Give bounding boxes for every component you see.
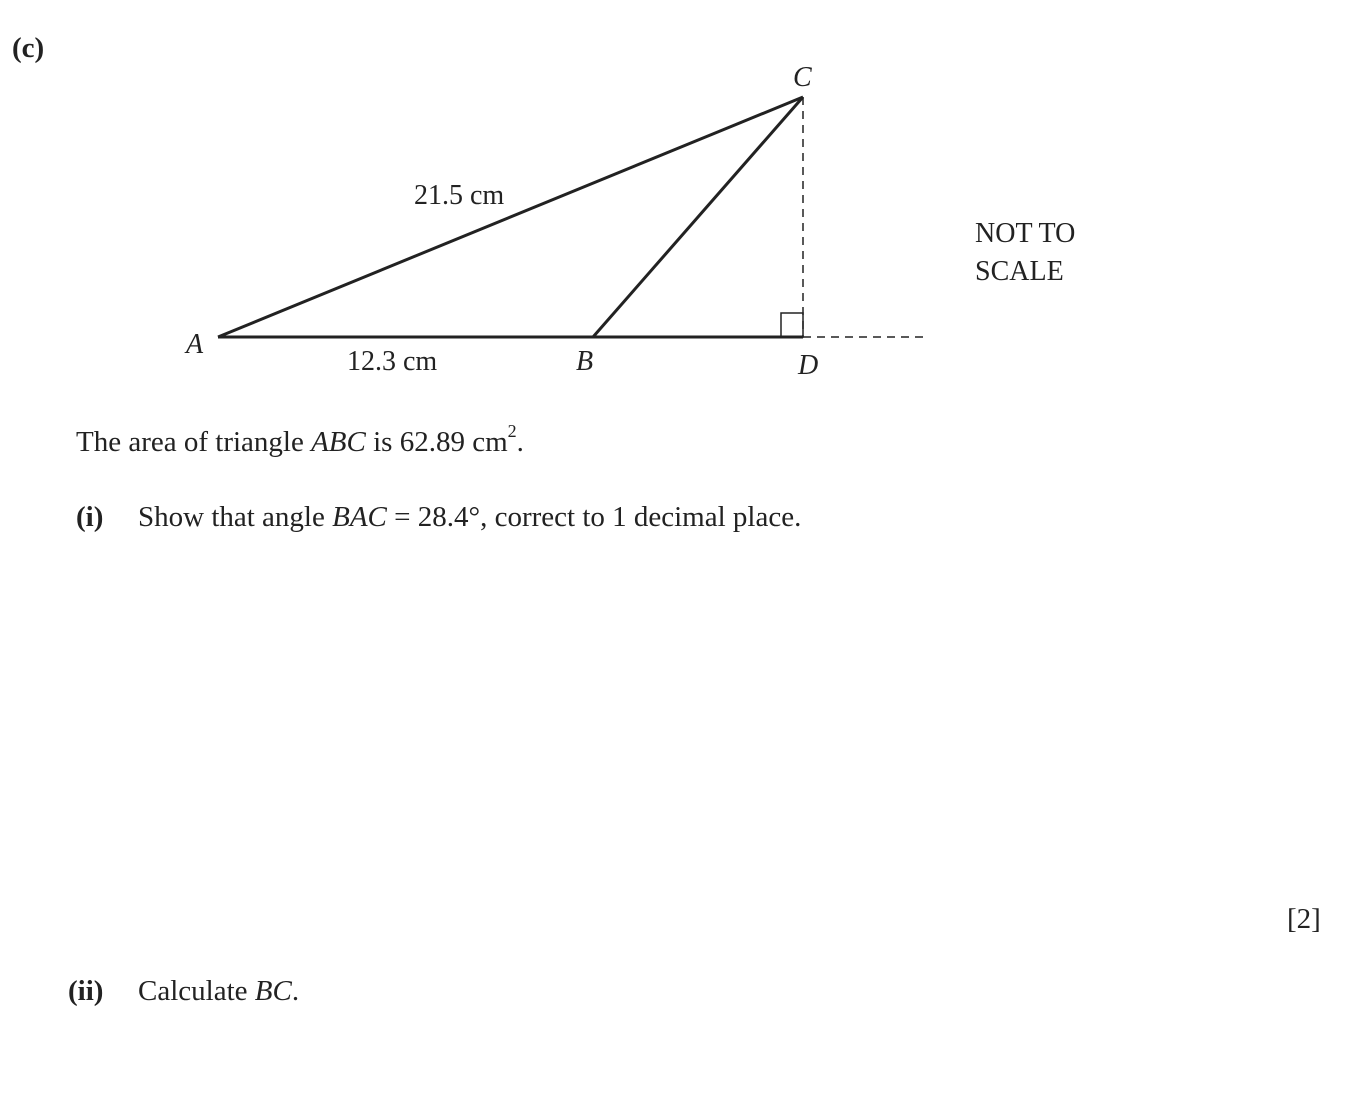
part-ii-question bbox=[138, 977, 299, 1006]
text: The area of triangle bbox=[76, 426, 312, 458]
part-i-question bbox=[138, 503, 801, 532]
label-d: D bbox=[798, 350, 819, 381]
part-ii-label: (ii) bbox=[68, 975, 104, 1007]
text: Show that angle bbox=[138, 501, 333, 533]
not-to-scale-line1: NOT TO bbox=[975, 218, 1076, 249]
side-ab-length: 12.3 cm bbox=[347, 346, 438, 377]
text: . bbox=[516, 426, 524, 458]
area-statement bbox=[76, 421, 524, 458]
side-ac-length: 21.5 cm bbox=[414, 180, 505, 211]
text: Calculate bbox=[138, 975, 255, 1007]
angle-name: BAC bbox=[332, 501, 387, 533]
triangle-diagram bbox=[0, 0, 1364, 420]
part-i-marks: [2] bbox=[1287, 903, 1321, 935]
label-a: A bbox=[186, 329, 204, 360]
not-to-scale-line2: SCALE bbox=[975, 256, 1064, 287]
label-b: B bbox=[576, 346, 594, 377]
side-bc bbox=[593, 97, 803, 337]
part-i-label: (i) bbox=[76, 501, 104, 533]
text: = 28.4°, correct to 1 decimal place. bbox=[386, 501, 802, 533]
right-angle-marker bbox=[781, 313, 803, 337]
triangle-name: ABC bbox=[311, 426, 366, 458]
text: is 62.89 cm bbox=[365, 426, 508, 458]
segment-name: BC bbox=[254, 975, 292, 1007]
exponent: 2 bbox=[507, 421, 517, 441]
side-ac bbox=[218, 97, 803, 337]
part-label: (c) bbox=[12, 32, 45, 64]
label-c: C bbox=[793, 62, 812, 93]
text: . bbox=[291, 975, 300, 1007]
